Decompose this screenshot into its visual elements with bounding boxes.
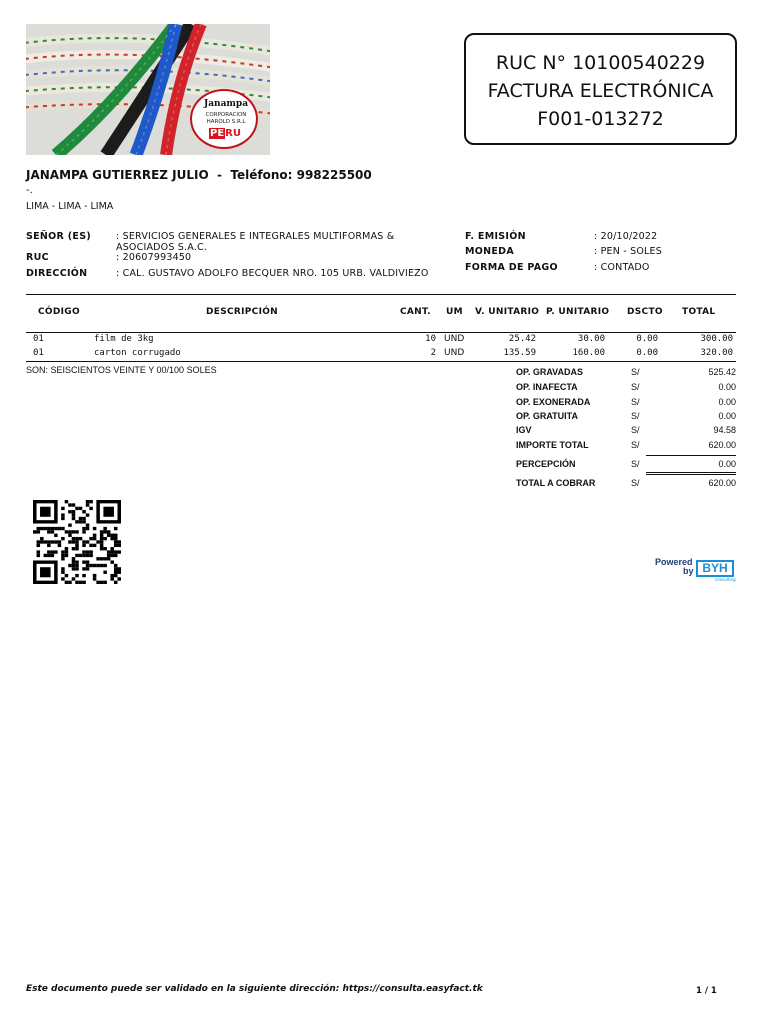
logo-name: Janampa	[203, 99, 249, 109]
total-value-gratuita: 0.00	[718, 411, 736, 421]
logo-country-b: RU	[225, 128, 241, 139]
issue-date-label: F. EMISIÓN	[465, 231, 526, 242]
row-2-description: carton corrugado	[94, 348, 181, 358]
table-header-divider	[26, 332, 736, 333]
header-um: UM	[446, 307, 463, 317]
table-top-divider	[26, 294, 736, 295]
total-label-importe: IMPORTE TOTAL	[516, 440, 589, 450]
total-label-exonerada: OP. EXONERADA	[516, 397, 591, 407]
table-bottom-divider	[26, 361, 736, 362]
currency-label: MONEDA	[465, 246, 515, 257]
customer-ruc: : 20607993450	[116, 252, 192, 263]
header-unit-price: P. UNITARIO	[546, 307, 610, 317]
total-label-gratuita: OP. GRATUITA	[516, 411, 579, 421]
row-2-unit-price: 160.00	[572, 348, 605, 358]
issuer-address: -.	[26, 185, 33, 196]
total-value-importe: 620.00	[708, 440, 736, 450]
row-1-discount: 0.00	[636, 334, 658, 344]
row-2-total: 320.00	[700, 348, 733, 358]
total-currency-gravadas: S/	[631, 367, 640, 377]
currency: : PEN - SOLES	[594, 246, 662, 257]
payment-label: FORMA DE PAGO	[465, 262, 558, 273]
ruc-box	[464, 33, 737, 145]
total-currency-exonerada: S/	[631, 397, 640, 407]
total-currency-igv: S/	[631, 425, 640, 435]
total-value-inafecta: 0.00	[718, 382, 736, 392]
powered-by-text	[655, 558, 694, 576]
row-2-discount: 0.00	[636, 348, 658, 358]
customer-address: : CAL. GUSTAVO ADOLFO BECQUER NRO. 105 URB. VALDIVIEZO	[116, 268, 429, 279]
logo-country	[209, 128, 241, 139]
total-value-igv: 94.58	[713, 425, 736, 435]
totals-double-line-2	[646, 474, 736, 475]
total-label-inafecta: OP. INAFECTA	[516, 382, 578, 392]
row-2-code: 01	[33, 348, 44, 358]
page-number: 1 / 1	[696, 986, 717, 996]
total-currency-inafecta: S/	[631, 382, 640, 392]
powered-by-line-2: by	[683, 566, 694, 576]
total-currency-gratuita: S/	[631, 411, 640, 421]
header-unit-value: V. UNITARIO	[475, 307, 540, 317]
document-type: FACTURA ELECTRÓNICA	[487, 80, 714, 102]
total-label-gravadas: OP. GRAVADAS	[516, 367, 584, 377]
document-number: F001-013272	[537, 108, 664, 130]
ruc-number: RUC N° 10100540229	[495, 52, 706, 74]
row-1-qty: 10	[425, 334, 436, 344]
row-1-total: 300.00	[700, 334, 733, 344]
totals-divider	[646, 455, 736, 456]
issuer-location: LIMA - LIMA - LIMA	[26, 201, 114, 212]
row-1-description: film de 3kg	[94, 334, 154, 344]
logo-line-1: CORPORACION	[205, 112, 247, 118]
header-qty: CANT.	[400, 307, 431, 317]
row-1-unit-value: 25.42	[508, 334, 536, 344]
validation-note: Este documento puede ser validado en la siguiente dirección: https://consulta.easyfact.tk	[26, 984, 483, 994]
total-value-cobrar: 620.00	[708, 478, 736, 488]
qr-code	[33, 500, 121, 584]
amount-in-words: SON: SEISCIENTOS VEINTE Y 00/100 SOLES	[26, 365, 217, 375]
header-total: TOTAL	[682, 307, 716, 317]
header-code: CÓDIGO	[38, 307, 80, 317]
total-currency-percepcion: S/	[631, 459, 640, 469]
total-value-exonerada: 0.00	[718, 397, 736, 407]
byh-brand-sub: consulting	[715, 577, 736, 582]
totals-double-line-1	[646, 472, 736, 473]
customer-label: SEÑOR (ES)	[26, 231, 91, 242]
ruc-label: RUC	[26, 252, 49, 263]
logo-country-a: PE	[210, 128, 225, 139]
customer-name-line-2: ASOCIADOS S.A.C.	[116, 242, 208, 253]
total-currency-cobrar: S/	[631, 478, 640, 488]
powered-by-line-1: Powered	[655, 557, 693, 567]
header-description: DESCRIPCIÓN	[206, 307, 279, 317]
payment-method: : CONTADO	[594, 262, 650, 273]
total-label-percepcion: PERCEPCIÓN	[516, 459, 576, 469]
total-label-cobrar: TOTAL A COBRAR	[516, 478, 596, 488]
total-value-gravadas: 525.42	[708, 367, 736, 377]
issuer-name-phone: JANAMPA GUTIERREZ JULIO - Teléfono: 998225500	[26, 168, 372, 182]
company-logo	[190, 89, 258, 149]
row-1-code: 01	[33, 334, 44, 344]
logo-line-2: HAROLD S.R.L	[206, 119, 246, 125]
issue-date: : 20/10/2022	[594, 231, 658, 242]
row-2-um: UND	[444, 348, 465, 358]
byh-brand: BYH	[696, 560, 734, 577]
total-label-igv: IGV	[516, 425, 532, 435]
total-currency-importe: S/	[631, 440, 640, 450]
powered-by-logo	[655, 558, 737, 582]
row-2-qty: 2	[430, 348, 436, 358]
row-1-unit-price: 30.00	[577, 334, 605, 344]
row-1-um: UND	[444, 334, 465, 344]
row-2-unit-value: 135.59	[503, 348, 536, 358]
header-discount: DSCTO	[627, 307, 663, 317]
customer-name-line-1: : SERVICIOS GENERALES E INTEGRALES MULTIFORMAS &	[116, 231, 395, 242]
total-value-percepcion: 0.00	[718, 459, 736, 469]
address-label: DIRECCIÓN	[26, 268, 88, 279]
